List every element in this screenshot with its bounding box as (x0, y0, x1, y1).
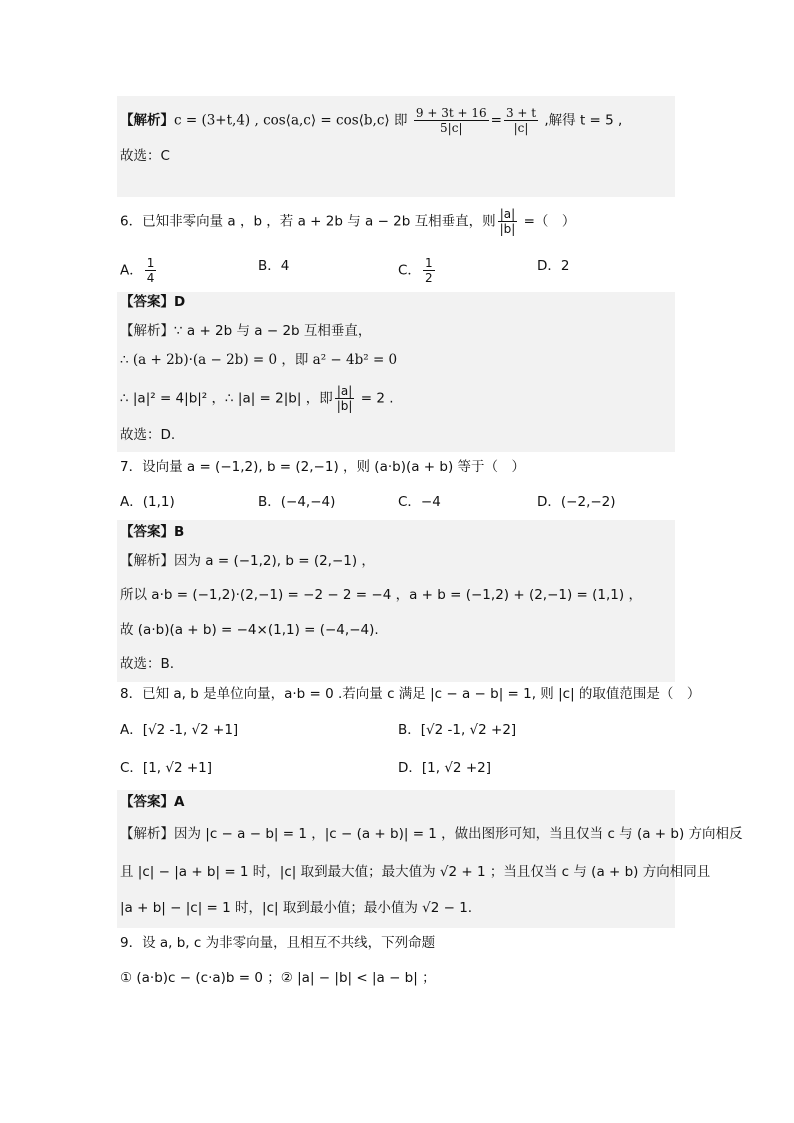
fraction: $\frac{9 + 3t + 16}{5|c|}$ (415, 106, 487, 135)
q7-choice: 故选：B. (120, 656, 175, 672)
q6-option-b: B．4 (258, 258, 290, 274)
fraction: $\frac{|a|}{|b|}$ (499, 207, 516, 236)
analysis-math: c = (3+t,4) , cos⟨a,c⟩ = cos⟨b,c⟩ 即 (174, 112, 408, 129)
q7-answer: 【答案】B (120, 524, 185, 540)
fraction: $\frac{3 + t}{|c|}$ (505, 106, 537, 135)
q6-answer: 【答案】D (120, 294, 186, 310)
q8-option-d: D．[1, √2 +2] (398, 760, 491, 776)
q6-choice: 故选：D. (120, 427, 176, 443)
q8-answer: 【答案】A (120, 794, 185, 810)
q9-stem: 9．设 a, b, c 为非零向量，且相互不共线，下列命题 (120, 935, 436, 951)
q7-option-a: A．(1,1) (120, 494, 175, 510)
q5-analysis-line: 【解析】c = (3+t,4) , cos⟨a,c⟩ = cos⟨b,c⟩ 即 $\frac{9 + 3t + 16}{5|c|}$ = $\frac{3 + t}{|c|}$ ,解得 t = 5 , (120, 106, 623, 135)
q8-option-c: C．[1, √2 +1] (120, 760, 213, 776)
q6-stem: 6．已知非零向量 a ，b ，若 a + 2b 与 a − 2b 互相垂直，则 $\frac{|a|}{|b|}$ =（ ） (120, 207, 576, 236)
q6-option-a: A． $\frac{1}{4}$ (120, 256, 155, 285)
q8-analysis-1: 【解析】因为 |c − a − b| = 1 ，|c − (a + b)| = 1 ，做出图形可知，当且仅当 c 与 (a + b) 方向相反 (120, 826, 743, 842)
q6-option-d: D．2 (537, 258, 570, 274)
q7-option-d: D．(−2,−2) (537, 494, 616, 510)
q6-analysis-3: ∴ |a|² = 4|b|² ，∴ |a| = 2|b| ，即 $\frac{|a|}{|b|}$ = 2 . (120, 384, 394, 413)
q7-analysis-1: 【解析】因为 a = (−1,2), b = (2,−1) ， (120, 553, 375, 569)
q6-option-c: C． $\frac{1}{2}$ (398, 256, 433, 285)
q8-option-b: B．[√2 -1, √2 +2] (398, 722, 517, 738)
q7-option-c: C．−4 (398, 494, 441, 510)
q8-analysis-3: |a + b| − |c| = 1 时，|c| 取到最小值；最小值为 √2 − 1. (120, 900, 473, 916)
q7-analysis-3: 故 (a·b)(a + b) = −4×(1,1) = (−4,−4). (120, 622, 379, 638)
q6-analysis-2: ∴ (a + 2b)·(a − 2b) = 0 ，即 a² − 4b² = 0 (120, 352, 398, 368)
answer-block-q6 (117, 292, 675, 452)
q9-propositions: ① (a·b)c − (c·a)b = 0 ；② |a| − |b| < |a − b| ； (120, 970, 436, 986)
q6-analysis-1: 【解析】∵ a + 2b 与 a − 2b 互相垂直， (120, 323, 372, 339)
analysis-tag: 【解析】 (120, 112, 174, 129)
q7-analysis-2: 所以 a·b = (−1,2)·(2,−1) = −2 − 2 = −4 ，a + b = (−1,2) + (2,−1) = (1,1) ， (120, 587, 642, 603)
q5-choice: 故选：C (120, 148, 170, 164)
q7-option-b: B．(−4,−4) (258, 494, 336, 510)
q8-analysis-2: 且 |c| − |a + b| = 1 时，|c| 取到最大值；最大值为 √2 + 1 ；当且仅当 c 与 (a + b) 方向相同且 (120, 864, 711, 880)
q7-stem: 7．设向量 a = (−1,2), b = (2,−1) ，则 (a·b)(a + b) 等于（ ） (120, 459, 526, 475)
q8-option-a: A．[√2 -1, √2 +1] (120, 722, 239, 738)
q8-stem: 8．已知 a, b 是单位向量，a·b = 0 .若向量 c 满足 |c − a − b| = 1, 则 |c| 的取值范围是（ ） (120, 686, 701, 702)
